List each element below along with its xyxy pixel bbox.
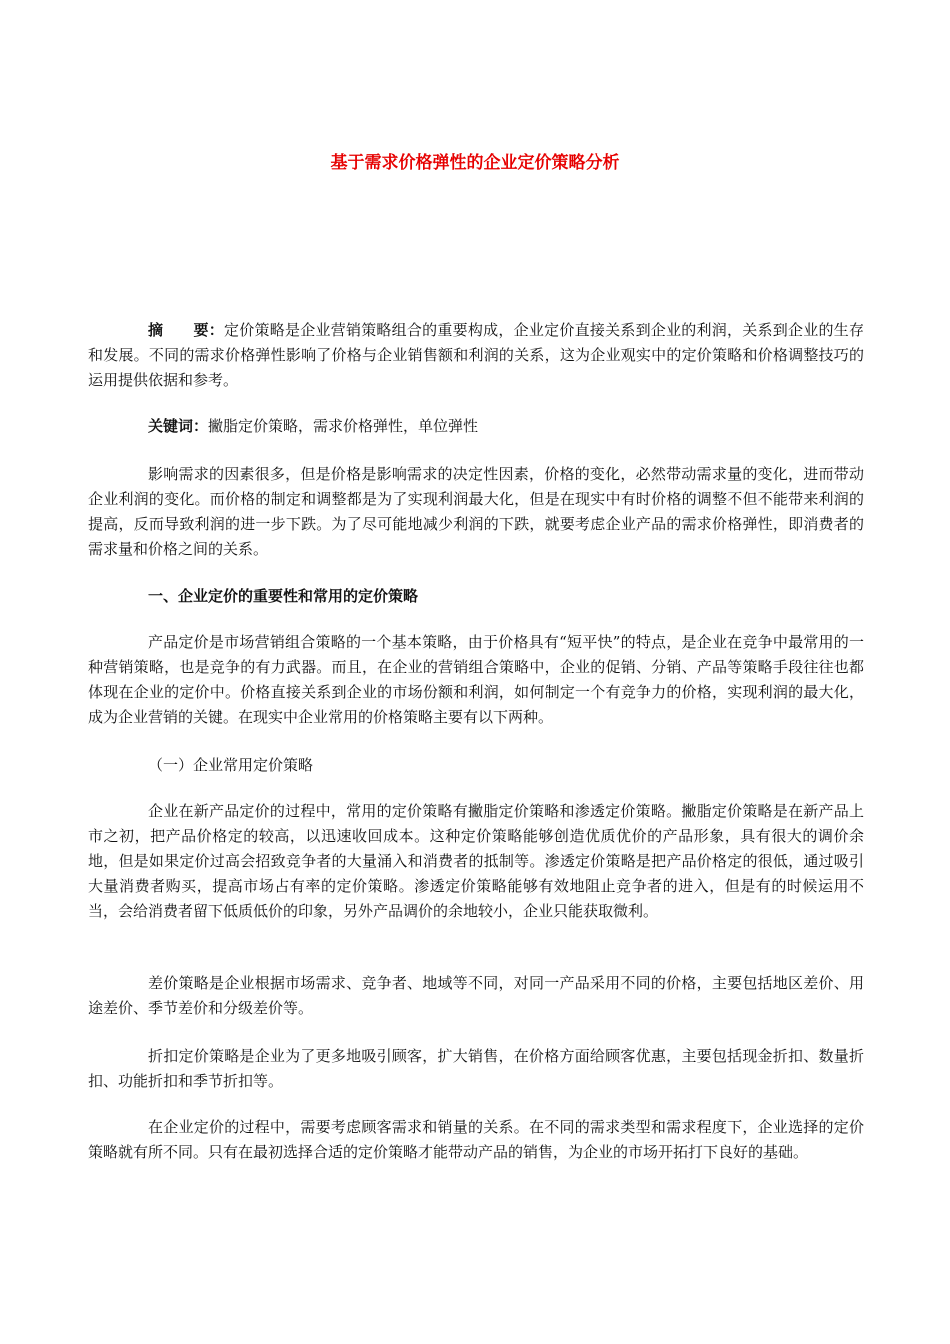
- abstract-label-char-1: 摘: [148, 321, 164, 339]
- differential-pricing-paragraph: 差价策略是企业根据市场需求、竞争者、地域等不同，对同一产品采用不同的价格，主要包括地区差价、用途差价、季节差价和分级差价等。: [88, 974, 864, 1017]
- section-1-heading: 一、企业定价的重要性和常用的定价策略: [148, 587, 419, 605]
- keywords-paragraph: [88, 414, 864, 439]
- abstract-text: 定价策略是企业营销策略组合的重要构成，企业定价直接关系到企业的利润，关系到企业的生存和发展。不同的需求价格弹性影响了价格与企业销售额和利润的关系，这为企业观实中的定价策略和价格调整技巧的运用提供依据和参考。: [88, 321, 864, 389]
- abstract-label-char-2: 要: [193, 321, 209, 339]
- abstract-label-colon: ：: [208, 321, 224, 339]
- section-1-paragraph: 产品定价是市场营销组合策略的一个基本策略，由于价格具有“短平快”的特点，是企业在竞争中最常用的一种营销策略，也是竞争的有力武器。而且，在企业的营销组合策略中，企业的促销、分销、产品等策略手段往往也都体现在企业的定价中。价格直接关系到企业的市场份额和利润，如何制定一个有竞争力的价格，实现利润的最大化，成为企业营销的关键。在现实中企业常用的价格策略主要有以下两种。: [88, 633, 864, 726]
- document-title: 基于需求价格弹性的企业定价策略分析: [330, 153, 620, 173]
- intro-paragraph: 影响需求的因素很多，但是价格是影响需求的决定性因素，价格的变化，必然带动需求量的变化，进而带动企业利润的变化。而价格的制定和调整都是为了实现利润最大化，但是在现实中有时价格的调整不但不能带来利润的提高，反而导致利润的进一步下跌。为了尽可能地减少利润的下跌，就要考虑企业产品的需求价格弹性，即消费者的需求量和价格之间的关系。: [88, 465, 864, 558]
- keywords-label: 关键词：: [148, 417, 209, 435]
- discount-pricing-paragraph: 折扣定价策略是企业为了更多地吸引顾客，扩大销售，在价格方面给顾客优惠，主要包括现金折扣、数量折扣、功能折扣和季节折扣等。: [88, 1047, 864, 1090]
- keywords-text: 撇脂定价策略，需求价格弹性，单位弹性: [208, 417, 479, 435]
- subsection-1-heading: （一）企业常用定价策略: [148, 756, 314, 774]
- conclusion-paragraph: 在企业定价的过程中，需要考虑顾客需求和销量的关系。在不同的需求类型和需求程度下，企业选择的定价策略就有所不同。只有在最初选择合适的定价策略才能带动产品的销售，为企业的市场开拓打下良好的基础。: [88, 1118, 864, 1161]
- skimming-paragraph: 企业在新产品定价的过程中，常用的定价策略有撇脂定价策略和渗透定价策略。撇脂定价策略是在新产品上市之初，把产品价格定的较高，以迅速收回成本。这种定价策略能够创造优质优价的产品形象，具有很大的调价余地，但是如果定价过高会招致竞争者的大量涌入和消费者的抵制等。渗透定价策略是把产品价格定的很低，通过吸引大量消费者购买，提高市场占有率的定价策略。渗透定价策略能够有效地阻止竞争者的进入，但是有的时候运用不当，会给消费者留下低质低价的印象，另外产品调价的余地较小，企业只能获取微利。: [88, 802, 864, 920]
- abstract-paragraph: [88, 318, 864, 393]
- abstract-label: [148, 321, 224, 339]
